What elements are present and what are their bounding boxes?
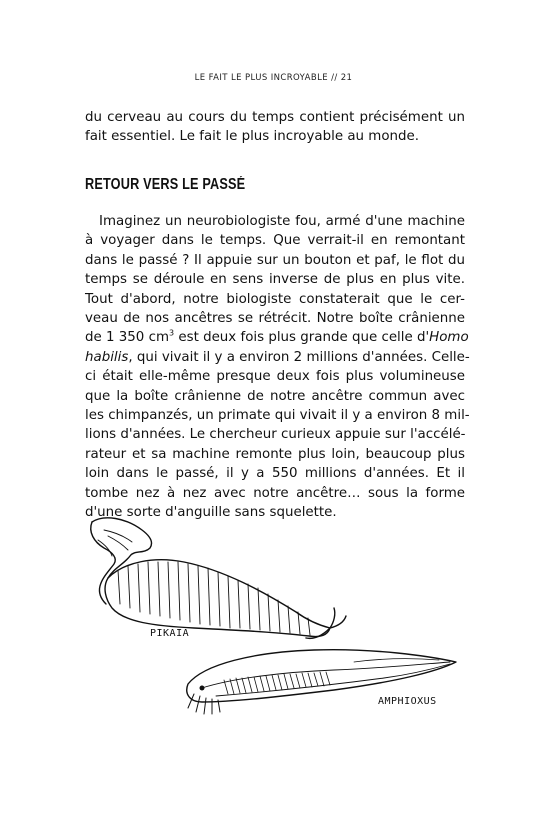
text-line: Tout d'abord, notre biologiste constaterait que le cer-: [85, 291, 465, 307]
text-line: [85, 348, 470, 367]
text-line: dans le passé ? Il appuie sur un bouton et paf, le flot du: [85, 252, 465, 268]
text-line: fait essentiel. Le fait le plus incroyable au monde.: [85, 129, 420, 145]
text-line: que la boîte crânienne de notre ancêtre commun avec: [85, 388, 465, 404]
text-line: rateur et sa machine remonte plus loin, beaucoup plus: [85, 446, 465, 462]
running-head: LE FAIT LE PLUS INCROYABLE // 21: [194, 73, 353, 83]
pikaia-label: PIKAIA: [150, 628, 190, 639]
section-heading: RETOUR VERS LE PASSÉ: [85, 176, 246, 193]
text-line: d'une sorte d'anguille sans squelette.: [85, 505, 337, 521]
text-fragment: , qui vivait il y a environ 2 millions d'années. Celle-: [128, 349, 470, 365]
text-fragment: est deux fois plus grande que celle d': [174, 330, 430, 346]
text-line: du cerveau au cours du temps contient précisément un: [85, 110, 465, 125]
text-line: ci était elle-même presque deux fois plus volumineuse: [85, 369, 465, 385]
text-line: veau de nos ancêtres se rétrécit. Notre boîte crânienne: [85, 311, 465, 327]
text-line: [85, 328, 469, 347]
text-line: les chimpanzés, un primate qui vivait il y a environ 8 mil-: [85, 408, 470, 424]
pikaia-drawing: [91, 518, 346, 639]
paragraph-continuation: [85, 108, 465, 147]
superscript: 3: [169, 328, 175, 338]
text-line: tombe nez à nez avec notre ancêtre… sous la forme: [85, 485, 465, 501]
species-name: Homo: [429, 330, 469, 346]
species-name: habilis: [85, 349, 129, 365]
paragraph-body: [85, 212, 470, 523]
text-line: à voyager dans le temps. Que verrait-il en remontant: [85, 233, 465, 249]
fossil-illustration: [84, 512, 464, 722]
text-line: temps se déroule en sens inverse de plus en plus vite.: [85, 272, 465, 288]
amphioxus-label: AMPHIOXUS: [378, 696, 437, 707]
text-line: Imaginez un neurobiologiste fou, armé d'une machine: [99, 214, 465, 229]
text-line: loin dans le passé, il y a 550 millions d'années. Et il: [85, 466, 465, 482]
text-line: lions d'années. Le chercheur curieux appuie sur l'accélé-: [85, 427, 466, 443]
text-fragment: de 1 350 cm: [85, 330, 169, 346]
